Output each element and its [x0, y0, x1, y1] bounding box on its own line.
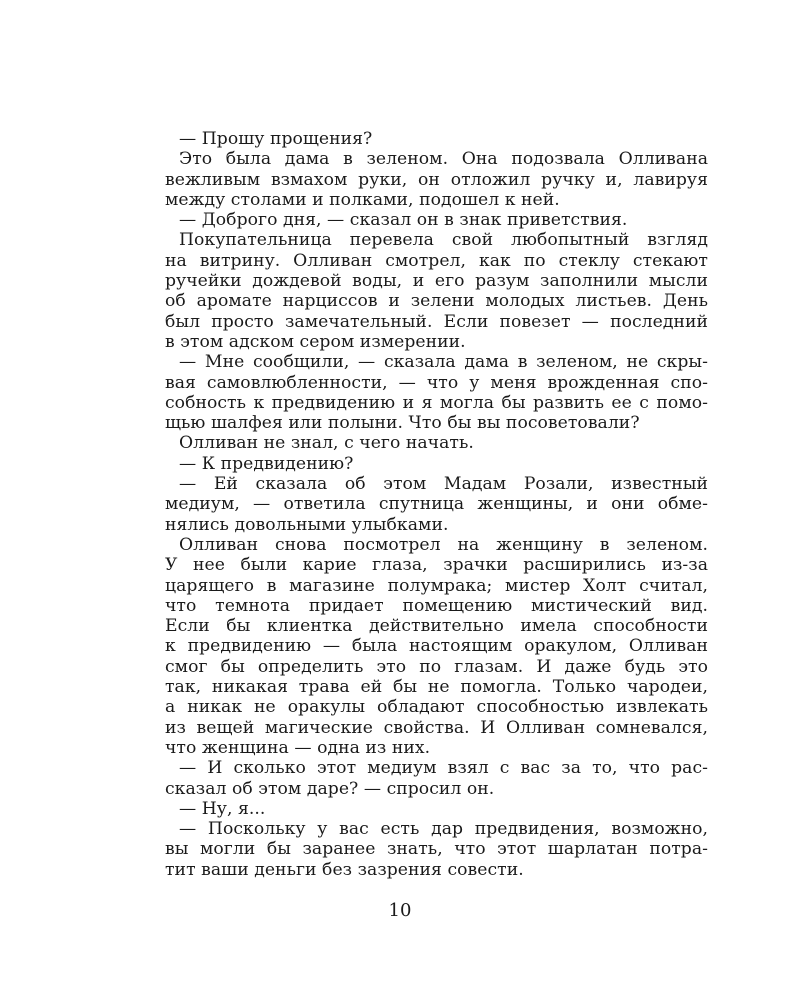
text-line: — Доброго дня, — сказал он в знак приветствия.: [179, 210, 628, 231]
text-line: нялись довольными улыбками.: [165, 514, 449, 535]
text-line: на витрину. Олливан смотрел, как по стеклу стекают: [165, 250, 708, 271]
text-line: ручейки дождевой воды, и его разум заполнили мысли: [165, 271, 708, 292]
text-line: Если бы клиентка действительно имела способности: [165, 616, 708, 637]
text-line: в этом адском сером измерении.: [165, 331, 466, 352]
text-line: собность к предвидению и я могла бы развить ее с помо-: [165, 392, 708, 413]
text-line: так, никакая трава ей бы не помогла. Только чародеи,: [165, 677, 708, 698]
text-line: Это была дама в зеленом. Она подозвала Олливана: [179, 149, 708, 170]
text-line: — Прошу прощения?: [179, 129, 373, 149]
text-line: вая самовлюбленности, — что у меня врожденная спо-: [165, 372, 708, 393]
text-line: что темнота придает помещению мистический вид.: [165, 595, 708, 616]
text-line: об аромате нарциссов и зелени молодых листьев. День: [165, 291, 708, 312]
text-line: был просто замечательный. Если повезет — последний: [165, 311, 708, 332]
text-line: щью шалфея или полыни. Что бы вы посоветовали?: [165, 413, 640, 434]
text-line: вежливым взмахом руки, он отложил ручку и, лавируя: [165, 169, 708, 190]
text-line: — Ну, я...: [179, 798, 266, 819]
text-line: из вещей магические свойства. И Олливан сомневался,: [165, 717, 708, 738]
text-line: Олливан не знал, с чего начать.: [179, 433, 474, 454]
body-text: [165, 129, 708, 880]
text-line: — И сколько этот медиум взял с вас за то, что рас-: [179, 758, 708, 779]
text-line: к предвидению — была настоящим оракулом, Олливан: [165, 636, 708, 657]
text-line: смог бы определить это по глазам. И даже будь это: [165, 656, 708, 677]
text-line: — Ей сказала об этом Мадам Розали, известный: [179, 474, 708, 495]
text-line: — Мне сообщили, — сказала дама в зеленом, не скры-: [179, 352, 708, 373]
text-line: тит ваши деньги без зазрения совести.: [165, 859, 524, 880]
text-line: Олливан снова посмотрел на женщину в зеленом.: [179, 534, 708, 555]
text-line: медиум, — ответила спутница женщины, и они обме-: [165, 494, 708, 515]
text-line: сказал об этом даре? — спросил он.: [165, 778, 495, 799]
text-line: Покупательница перевела свой любопытный взгляд: [179, 230, 708, 251]
text-line: — К предвидению?: [179, 453, 354, 474]
text-line: царящего в магазине полумрака; мистер Холт считал,: [165, 575, 708, 596]
text-line: У нее были карие глаза, зрачки расширились из-за: [165, 555, 708, 576]
text-line: между столами и полками, подошел к ней.: [165, 189, 560, 210]
text-line: вы могли бы заранее знать, что этот шарлатан потра-: [165, 839, 708, 860]
text-line: — Поскольку у вас есть дар предвидения, возможно,: [179, 819, 708, 840]
page-number: 10: [388, 900, 412, 921]
text-line: что женщина — одна из них.: [165, 737, 431, 758]
text-line: а никак не оракулы обладают способностью извлекать: [165, 697, 708, 718]
